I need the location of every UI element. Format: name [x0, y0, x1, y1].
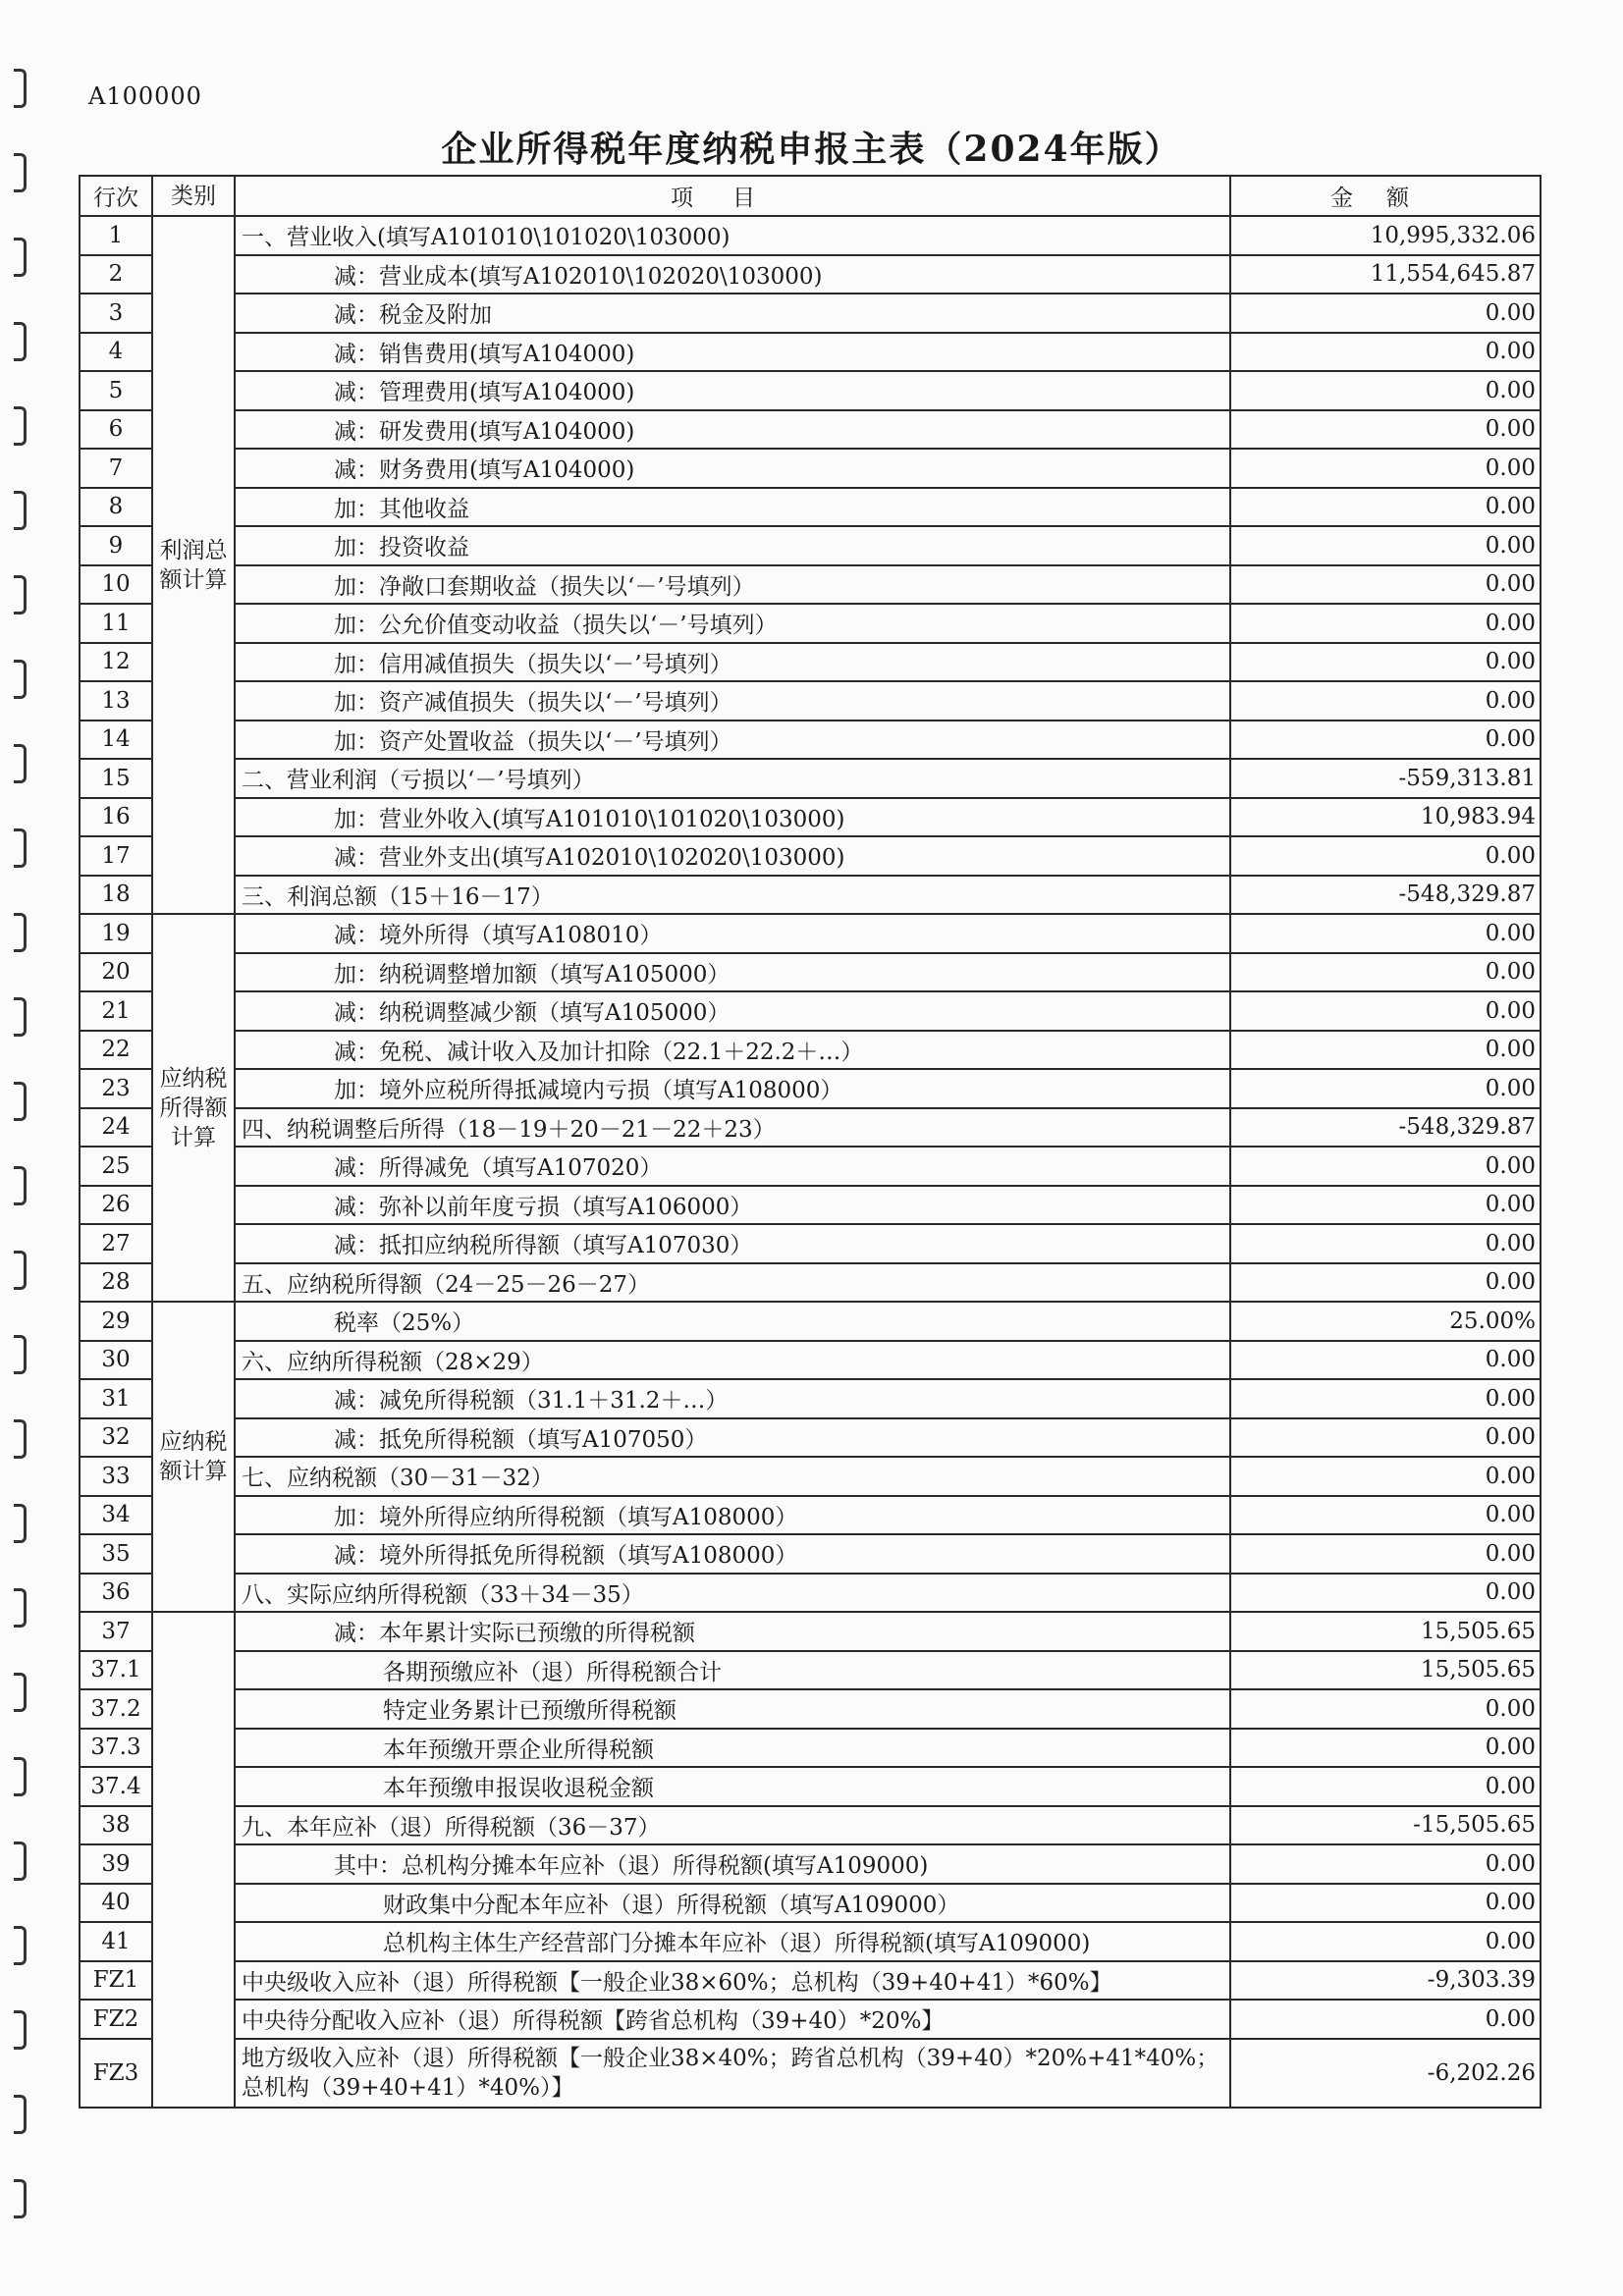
row-number: 12 [80, 643, 152, 682]
header-row-no: 行次 [80, 176, 152, 216]
item-description: 减：免税、减计收入及加计扣除（22.1＋22.2＋…） [235, 1031, 1230, 1070]
table-row [80, 1767, 1541, 1806]
amount-value: 0.00 [1230, 1186, 1541, 1225]
item-description: 加：信用减值损失（损失以‘－’号填列） [235, 643, 1230, 682]
amount-value: -6,202.26 [1230, 2039, 1541, 2108]
row-number: 9 [80, 526, 152, 565]
row-number: 7 [80, 449, 152, 488]
item-description: 中央待分配收入应补（退）所得税额【跨省总机构（39+40）*20%】 [235, 2000, 1230, 2039]
amount-value: 0.00 [1230, 410, 1541, 450]
binding-ring [14, 1251, 27, 1290]
amount-value: 25.00% [1230, 1302, 1541, 1341]
row-number: 28 [80, 1263, 152, 1303]
row-number: 10 [80, 565, 152, 605]
amount-value: 0.00 [1230, 2000, 1541, 2039]
tax-return-table [79, 175, 1542, 2109]
binding-ring [14, 2179, 27, 2218]
table-row [80, 1031, 1541, 1070]
category-cell: 应纳税额计算 [152, 1302, 235, 1612]
amount-value: 0.00 [1230, 836, 1541, 876]
item-description: 六、应纳所得税额（28×29） [235, 1341, 1230, 1380]
binding-ring [14, 744, 27, 783]
amount-value: -9,303.39 [1230, 1961, 1541, 2001]
row-number: 33 [80, 1457, 152, 1496]
table-row [80, 1379, 1541, 1418]
amount-value: 15,505.65 [1230, 1612, 1541, 1651]
table-row [80, 371, 1541, 410]
item-description: 减：销售费用(填写A104000) [235, 333, 1230, 372]
amount-value: 0.00 [1230, 1534, 1541, 1574]
item-description: 减：抵免所得税额（填写A107050） [235, 1418, 1230, 1458]
binding-ring [14, 1504, 27, 1543]
table-row [80, 1844, 1541, 1884]
binding-ring [14, 2095, 27, 2134]
item-description: 本年预缴开票企业所得税额 [235, 1729, 1230, 1768]
amount-value: 0.00 [1230, 1341, 1541, 1380]
binding-ring [14, 1335, 27, 1374]
amount-value: 0.00 [1230, 1884, 1541, 1923]
item-description: 二、营业利润（亏损以‘－’号填列） [235, 759, 1230, 798]
item-description: 加：公允价值变动收益（损失以‘－’号填列） [235, 604, 1230, 643]
row-number: 2 [80, 255, 152, 294]
amount-value: -548,329.87 [1230, 1108, 1541, 1148]
binding-ring [14, 69, 27, 108]
amount-value: 0.00 [1230, 371, 1541, 410]
table-body [80, 216, 1541, 2108]
binding-ring [14, 1757, 27, 1796]
amount-value: 11,554,645.87 [1230, 255, 1541, 294]
item-description: 加：营业外收入(填写A101010\101020\103000) [235, 798, 1230, 837]
binding-ring [14, 1166, 27, 1205]
amount-value: 0.00 [1230, 721, 1541, 760]
table-row [80, 1496, 1541, 1535]
row-number: 15 [80, 759, 152, 798]
row-number: FZ1 [80, 1961, 152, 2001]
row-number: FZ3 [80, 2039, 152, 2108]
amount-value: 0.00 [1230, 1496, 1541, 1535]
table-row [80, 1729, 1541, 1768]
amount-value: 0.00 [1230, 488, 1541, 527]
amount-value: 0.00 [1230, 1689, 1541, 1729]
table-row [80, 294, 1541, 333]
amount-value: 0.00 [1230, 604, 1541, 643]
amount-value: 0.00 [1230, 1729, 1541, 1768]
header-item: 项目 [235, 176, 1230, 216]
table-row [80, 1147, 1541, 1186]
table-row [80, 1457, 1541, 1496]
header-category: 类别 [152, 176, 235, 216]
row-number: 19 [80, 914, 152, 953]
table-row [80, 410, 1541, 450]
category-cell: 利润总额计算 [152, 216, 235, 914]
row-number: 30 [80, 1341, 152, 1380]
table-row [80, 333, 1541, 372]
table-row [80, 1069, 1541, 1108]
header-amount: 金额 [1230, 176, 1541, 216]
table-row [80, 216, 1541, 255]
row-number: 17 [80, 836, 152, 876]
row-number: 31 [80, 1379, 152, 1418]
item-description: 三、利润总额（15＋16－17） [235, 876, 1230, 915]
amount-value: 0.00 [1230, 953, 1541, 992]
amount-value: 0.00 [1230, 1147, 1541, 1186]
amount-value: 10,983.94 [1230, 798, 1541, 837]
table-row [80, 1612, 1541, 1651]
amount-value: 0.00 [1230, 526, 1541, 565]
amount-value: 0.00 [1230, 1418, 1541, 1458]
item-description: 加：资产处置收益（损失以‘－’号填列） [235, 721, 1230, 760]
amount-value: 0.00 [1230, 1767, 1541, 1806]
table-row [80, 1884, 1541, 1923]
row-number: 39 [80, 1844, 152, 1884]
binding-ring [14, 1082, 27, 1121]
row-number: FZ2 [80, 2000, 152, 2039]
table-row [80, 2039, 1541, 2108]
row-number: 24 [80, 1108, 152, 1148]
item-description: 九、本年应补（退）所得税额（36－37） [235, 1806, 1230, 1845]
item-description: 五、应纳税所得额（24－25－26－27） [235, 1263, 1230, 1303]
table-row [80, 836, 1541, 876]
item-description: 加：纳税调整增加额（填写A105000） [235, 953, 1230, 992]
category-cell: 应纳税所得额计算 [152, 914, 235, 1302]
item-description: 加：资产减值损失（损失以‘－’号填列） [235, 681, 1230, 721]
table-header-row [80, 176, 1541, 216]
table-row [80, 876, 1541, 915]
item-description: 加：其他收益 [235, 488, 1230, 527]
row-number: 23 [80, 1069, 152, 1108]
item-description: 其中：总机构分摊本年应补（退）所得税额(填写A109000) [235, 1844, 1230, 1884]
row-number: 29 [80, 1302, 152, 1341]
binding-ring [14, 828, 27, 868]
amount-value: 0.00 [1230, 1844, 1541, 1884]
amount-value: 0.00 [1230, 1457, 1541, 1496]
row-number: 38 [80, 1806, 152, 1845]
row-number: 25 [80, 1147, 152, 1186]
table-row [80, 1651, 1541, 1690]
binding-ring [14, 2010, 27, 2050]
table-row [80, 991, 1541, 1031]
item-description: 七、应纳税额（30－31－32） [235, 1457, 1230, 1496]
amount-value: 0.00 [1230, 914, 1541, 953]
item-description: 八、实际应纳所得税额（33＋34－35） [235, 1574, 1230, 1613]
binding-ring [14, 1842, 27, 1881]
binding-ring [14, 660, 27, 699]
table-row [80, 1806, 1541, 1845]
item-description: 一、营业收入(填写A101010\101020\103000) [235, 216, 1230, 255]
binding-ring [14, 913, 27, 952]
binding-ring [14, 575, 27, 614]
binding-ring [14, 1419, 27, 1459]
amount-value: 0.00 [1230, 1069, 1541, 1108]
table-row [80, 449, 1541, 488]
row-number: 37 [80, 1612, 152, 1651]
amount-value: 0.00 [1230, 681, 1541, 721]
table-row [80, 565, 1541, 605]
binding-ring [14, 1588, 27, 1628]
item-description: 减：管理费用(填写A104000) [235, 371, 1230, 410]
item-description: 减：营业外支出(填写A102010\102020\103000) [235, 836, 1230, 876]
row-number: 37.2 [80, 1689, 152, 1729]
table-row [80, 1108, 1541, 1148]
category-cell [152, 1612, 235, 2108]
row-number: 16 [80, 798, 152, 837]
row-number: 4 [80, 333, 152, 372]
table-row [80, 1922, 1541, 1961]
row-number: 32 [80, 1418, 152, 1458]
table-row [80, 953, 1541, 992]
item-description: 减：境外所得（填写A108010） [235, 914, 1230, 953]
row-number: 36 [80, 1574, 152, 1613]
amount-value: 0.00 [1230, 1031, 1541, 1070]
binding-ring [14, 1926, 27, 1965]
form-code: A100000 [88, 82, 202, 110]
item-description: 减：境外所得抵免所得税额（填写A108000） [235, 1534, 1230, 1574]
amount-value: 0.00 [1230, 643, 1541, 682]
binding-ring [14, 406, 27, 446]
table-row [80, 1418, 1541, 1458]
row-number: 14 [80, 721, 152, 760]
item-description: 减：减免所得税额（31.1＋31.2＋…） [235, 1379, 1230, 1418]
amount-value: 0.00 [1230, 1224, 1541, 1263]
amount-value: 10,995,332.06 [1230, 216, 1541, 255]
item-description: 中央级收入应补（退）所得税额【一般企业38×60%；总机构（39+40+41）*60%】 [235, 1961, 1230, 2001]
amount-value: 15,505.65 [1230, 1651, 1541, 1690]
binding-ring [14, 238, 27, 277]
binding-ring [14, 1673, 27, 1712]
row-number: 34 [80, 1496, 152, 1535]
table-row [80, 604, 1541, 643]
item-description: 加：境外所得应纳所得税额（填写A108000） [235, 1496, 1230, 1535]
table-row [80, 1186, 1541, 1225]
row-number: 37.3 [80, 1729, 152, 1768]
item-description: 财政集中分配本年应补（退）所得税额（填写A109000） [235, 1884, 1230, 1923]
row-number: 8 [80, 488, 152, 527]
row-number: 40 [80, 1884, 152, 1923]
amount-value: 0.00 [1230, 1379, 1541, 1418]
item-description: 税率（25%） [235, 1302, 1230, 1341]
row-number: 1 [80, 216, 152, 255]
table-row [80, 721, 1541, 760]
item-description: 加：投资收益 [235, 526, 1230, 565]
table-row [80, 1961, 1541, 2001]
item-description: 总机构主体生产经营部门分摊本年应补（退）所得税额(填写A109000) [235, 1922, 1230, 1961]
row-number: 18 [80, 876, 152, 915]
table-row [80, 798, 1541, 837]
table-row [80, 681, 1541, 721]
item-description: 减：营业成本(填写A102010\102020\103000) [235, 255, 1230, 294]
table-row [80, 255, 1541, 294]
row-number: 26 [80, 1186, 152, 1225]
row-number: 37.4 [80, 1767, 152, 1806]
item-description: 四、纳税调整后所得（18－19＋20－21－22＋23） [235, 1108, 1230, 1148]
table-row [80, 914, 1541, 953]
row-number: 37.1 [80, 1651, 152, 1690]
binding-ring [14, 322, 27, 361]
row-number: 20 [80, 953, 152, 992]
amount-value: 0.00 [1230, 991, 1541, 1031]
item-description: 减：财务费用(填写A104000) [235, 449, 1230, 488]
row-number: 11 [80, 604, 152, 643]
item-description: 各期预缴应补（退）所得税额合计 [235, 1651, 1230, 1690]
amount-value: -15,505.65 [1230, 1806, 1541, 1845]
table-row [80, 1302, 1541, 1341]
item-description: 减：税金及附加 [235, 294, 1230, 333]
item-description: 减：弥补以前年度亏损（填写A106000） [235, 1186, 1230, 1225]
row-number: 6 [80, 410, 152, 450]
table-row [80, 1534, 1541, 1574]
table-row [80, 643, 1541, 682]
table-row [80, 1574, 1541, 1613]
row-number: 13 [80, 681, 152, 721]
table-row [80, 488, 1541, 527]
item-description: 特定业务累计已预缴所得税额 [235, 1689, 1230, 1729]
amount-value: 0.00 [1230, 565, 1541, 605]
item-description: 地方级收入应补（退）所得税额【一般企业38×40%；跨省总机构（39+40）*20%+41*40%；总机构（39+40+41）*40%）】 [235, 2039, 1230, 2108]
row-number: 21 [80, 991, 152, 1031]
table-row [80, 1689, 1541, 1729]
table-row [80, 526, 1541, 565]
amount-value: -559,313.81 [1230, 759, 1541, 798]
amount-value: 0.00 [1230, 294, 1541, 333]
page-title: 企业所得税年度纳税申报主表（2024年版） [441, 129, 1182, 170]
table-row [80, 1341, 1541, 1380]
amount-value: 0.00 [1230, 1922, 1541, 1961]
item-description: 本年预缴申报误收退税金额 [235, 1767, 1230, 1806]
amount-value: 0.00 [1230, 1263, 1541, 1303]
binding-ring [14, 997, 27, 1037]
item-description: 减：抵扣应纳税所得额（填写A107030） [235, 1224, 1230, 1263]
row-number: 35 [80, 1534, 152, 1574]
table-row [80, 2000, 1541, 2039]
binding-rings [8, 69, 29, 2268]
item-description: 加：境外应税所得抵减境内亏损（填写A108000） [235, 1069, 1230, 1108]
row-number: 3 [80, 294, 152, 333]
item-description: 减：纳税调整减少额（填写A105000） [235, 991, 1230, 1031]
row-number: 27 [80, 1224, 152, 1263]
item-description: 减：所得减免（填写A107020） [235, 1147, 1230, 1186]
table-row [80, 1263, 1541, 1303]
table-row [80, 759, 1541, 798]
row-number: 41 [80, 1922, 152, 1961]
amount-value: -548,329.87 [1230, 876, 1541, 915]
item-description: 减：研发费用(填写A104000) [235, 410, 1230, 450]
item-description: 加：净敞口套期收益（损失以‘－’号填列） [235, 565, 1230, 605]
item-description: 减：本年累计实际已预缴的所得税额 [235, 1612, 1230, 1651]
amount-value: 0.00 [1230, 333, 1541, 372]
amount-value: 0.00 [1230, 1574, 1541, 1613]
row-number: 22 [80, 1031, 152, 1070]
amount-value: 0.00 [1230, 449, 1541, 488]
binding-ring [14, 491, 27, 530]
row-number: 5 [80, 371, 152, 410]
table-row [80, 1224, 1541, 1263]
